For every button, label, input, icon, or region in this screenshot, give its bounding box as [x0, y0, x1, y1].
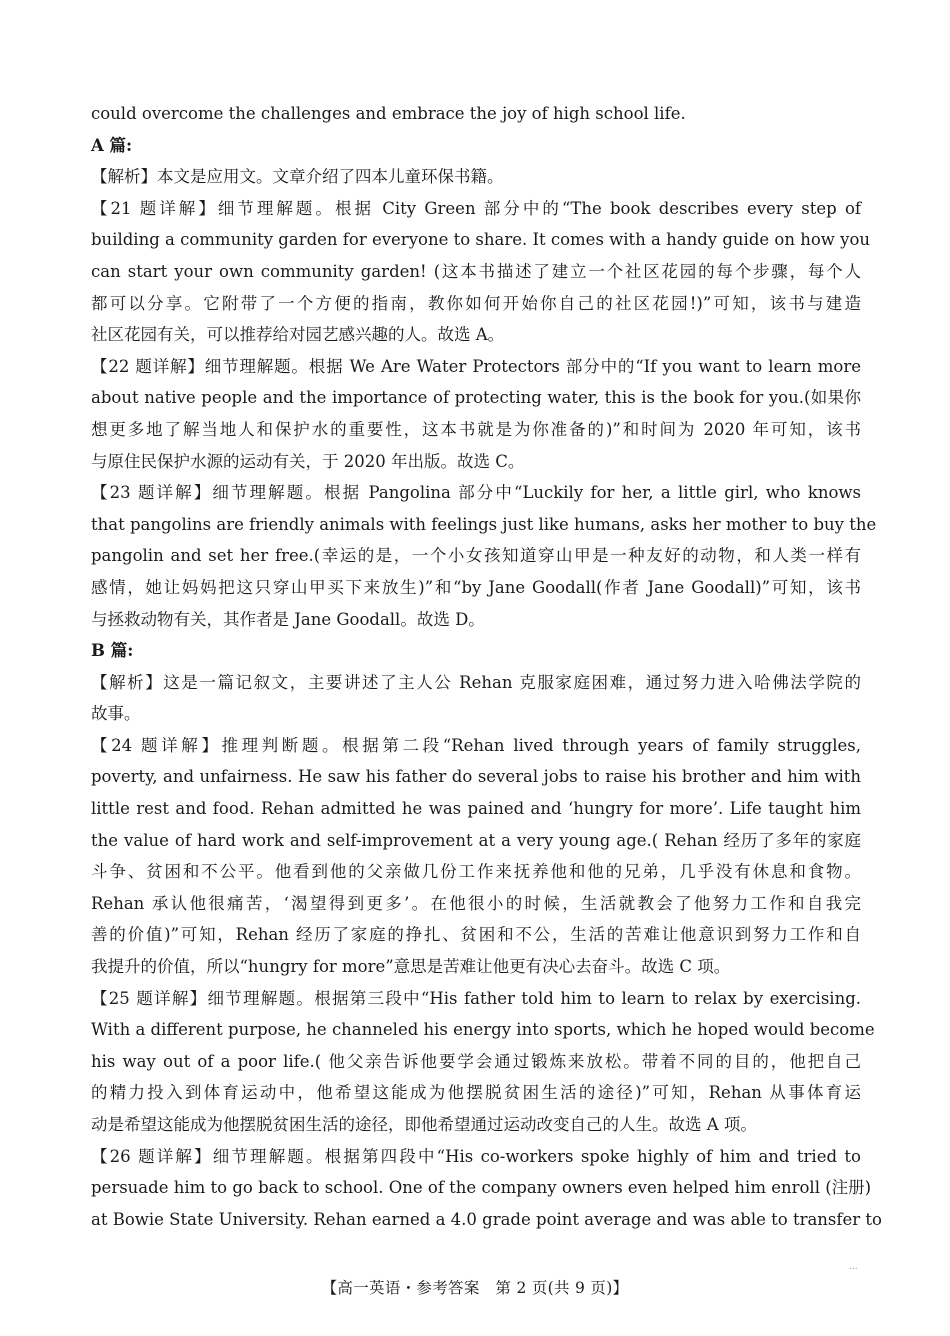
text-line: 都可以分享。它附带了一个方便的指南，教你如何开始你自己的社区花园!)”可知，该书与建造	[91, 293, 861, 313]
text-line: can start your own community garden! (这本书描述了建立一个社区花园的每个步骤，每个人	[91, 261, 861, 281]
text-line: 想更多地了解当地人和保护水的重要性，这本书就是为你准备的)”和时间为 2020 年可知，该书	[91, 419, 861, 439]
text-line: at Bowie State University. Rehan earned a 4.0 grade point average and was able to transfer to	[91, 1209, 882, 1229]
text-line: 与原住民保护水源的运动有关，于 2020 年出版。故选 C。	[91, 451, 525, 471]
text-line: 【24 题详解】推理判断题。根据第二段“Rehan lived through years of family struggles,	[91, 735, 861, 755]
text-line: 【25 题详解】细节理解题。根据第三段中“His father told him to learn to relax by exercising.	[91, 988, 861, 1008]
text-line: his way out of a poor life.( 他父亲告诉他要学会通过锻炼来放松。带着不同的目的，他把自己	[91, 1051, 861, 1071]
text-line: 感情，她让妈妈把这只穿山甲买下来放生)”和“by Jane Goodall(作者 Jane Goodall)”可知，该书	[91, 577, 861, 597]
section-heading: B 篇:	[91, 641, 134, 661]
text-line: could overcome the challenges and embrace the joy of high school life.	[91, 104, 686, 123]
page-footer: 【高一英语・参考答案 第 2 页(共 9 页)】	[321, 1279, 629, 1297]
text-line: building a community garden for everyone to share. It comes with a handy guide on how you	[91, 230, 871, 250]
text-line: 【解析】这是一篇记叙文，主要讲述了主人公 Rehan 克服家庭困难，通过努力进入哈佛法学院的	[91, 672, 861, 692]
text-line: 的精力投入到体育运动中，他希望这能成为他摆脱贫困生活的途径)”可知，Rehan 从事体育运	[91, 1083, 861, 1103]
text-line: about native people and the importance of protecting water, this is the book for you.(如果你	[91, 388, 861, 408]
text-line: 【23 题详解】细节理解题。根据 Pangolina 部分中“Luckily for her, a little girl, who knows	[91, 483, 861, 503]
section-heading: A 篇:	[91, 135, 133, 155]
text-line: pangolin and set her free.(幸运的是，一个小女孩知道穿山甲是一种友好的动物，和人类一样有	[91, 546, 861, 566]
document-body	[91, 98, 882, 1235]
text-line: With a different purpose, he channeled his energy into sports, which he hoped would become	[91, 1020, 875, 1040]
text-line: 动是希望这能成为他摆脱贫困生活的途径，即他希望通过运动改变自己的人生。故选 A 项。	[91, 1115, 757, 1134]
text-line: 社区花园有关，可以推荐给对园艺感兴趣的人。故选 A。	[91, 325, 505, 345]
text-line: poverty, and unfairness. He saw his father do several jobs to raise his brother and him with	[91, 767, 861, 787]
text-line: little rest and food. Rehan admitted he was pained and ‘hungry for more’. Life taught him	[91, 799, 861, 819]
text-line: the value of hard work and self-improvement at a very young age.( Rehan 经历了多年的家庭	[91, 830, 861, 850]
corner-mark: ...	[849, 1262, 858, 1272]
text-line: 【26 题详解】细节理解题。根据第四段中“His co-workers spoke highly of him and tried to	[91, 1146, 861, 1166]
text-line: 我提升的价值，所以“hungry for more”意思是苦难让他更有决心去奋斗。故选 C 项。	[91, 957, 731, 977]
text-line: 【22 题详解】细节理解题。根据 We Are Water Protectors 部分中的“If you want to learn more	[91, 356, 861, 376]
text-line: 【21 题详解】细节理解题。根据 City Green 部分中的“The book describes every step of	[91, 198, 861, 218]
text-line: 斗争、贫困和不公平。他看到他的父亲做几份工作来抚养他和他的兄弟，几乎没有休息和食物。	[91, 862, 861, 882]
text-line: 善的价值)”可知，Rehan 经历了家庭的挣扎、贫困和不公，生活的苦难让他意识到努力工作和自	[91, 925, 861, 945]
text-line: that pangolins are friendly animals with feelings just like humans, asks her mother to buy the	[91, 514, 877, 534]
text-line: Rehan 承认他很痛苦，‘渴望得到更多’。在他很小的时候，生活就教会了他努力工作和自我完	[91, 893, 861, 913]
text-line: persuade him to go back to school. One of the company owners even helped him enroll (注册)	[91, 1178, 872, 1198]
text-line: 与拯救动物有关，其作者是 Jane Goodall。故选 D。	[91, 609, 485, 629]
text-line: 【解析】本文是应用文。文章介绍了四本儿童环保书籍。	[91, 167, 504, 187]
text-line: 故事。	[91, 704, 141, 724]
